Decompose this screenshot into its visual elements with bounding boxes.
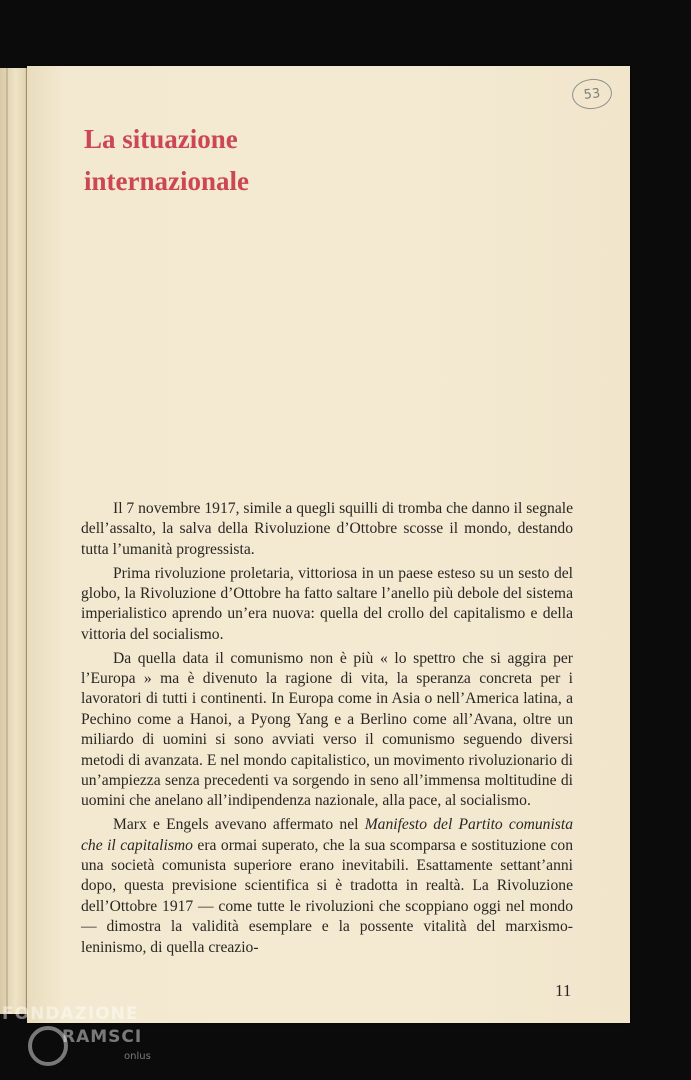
paragraph-4-end: era ormai superato, che la sua scomparsa e sostituzione con una società comunista superiore erano inevitabili. Esattamente settant’anni dopo, questa previsione scientifica si è tradotta in realtà. La Rivoluzione dell’Ottobre 1917 — come tutte le rivoluzioni che scoppiano oggi nel mondo — dimostra la validità esemplare e la possente vitalità del marxismo-leninismo, di quella creazio- xyxy=(81,836,573,956)
chapter-title-line-1: La situazione xyxy=(84,124,238,154)
paragraph-4-start: Marx e Engels avevano affermato nel xyxy=(113,816,365,834)
paragraph-3: Da quella data il comunismo non è più « lo spettro che si aggira per l’Europa » ma è divenuto la ragione di vita, la speranza concreta per i lavoratori di tutti i continenti. In Europa come in Asia o nell’America latina, a Pechino come a Hanoi, a Pyong Yang e a Berlino come all’Avana, oltre un miliardo di uomini si sono avviati verso il comunismo seguendo diversi metodi di avanzata. E nel mondo capitalistico, un movimento rivoluzionario di un’ampiezza senza precedenti va sorgendo in seno all’immensa moltitudine di uomini che anelano all’indipendenza nazionale, alla pace, al socialismo. xyxy=(81,649,573,810)
facing-page-edge xyxy=(0,68,27,1014)
watermark-sub-text: onlus xyxy=(124,1051,151,1062)
chapter-title xyxy=(84,118,384,202)
manifesto-title: Manifesto del Partito comunista che il capitalismo xyxy=(81,816,574,854)
chapter-title-line-2: internazionale xyxy=(84,166,249,196)
fondazione-gramsci-watermark xyxy=(0,1004,180,1080)
watermark-top-text: FONDAZIONE xyxy=(2,1004,139,1024)
paragraph-4 xyxy=(81,815,573,958)
body-text xyxy=(81,499,573,958)
archive-page-stamp: 53 xyxy=(571,77,614,111)
page-number: 11 xyxy=(555,981,572,1000)
watermark-bottom-text: RAMSCI xyxy=(62,1027,143,1047)
paragraph-1: Il 7 novembre 1917, simile a quegli squilli di tromba che danno il segnale dell’assalto, la salva della Rivoluzione d’Ottobre scosse il mondo, destando tutta l’umanità progressista. xyxy=(81,500,573,558)
paragraph-2: Prima rivoluzione proletaria, vittoriosa in un paese esteso su un sesto del globo, la Rivoluzione d’Ottobre ha fatto saltare l’anello più debole del sistema imperialistico aprendo un’era nuova: quella del crollo del capitalismo e della vittoria del socialismo. xyxy=(81,564,573,643)
